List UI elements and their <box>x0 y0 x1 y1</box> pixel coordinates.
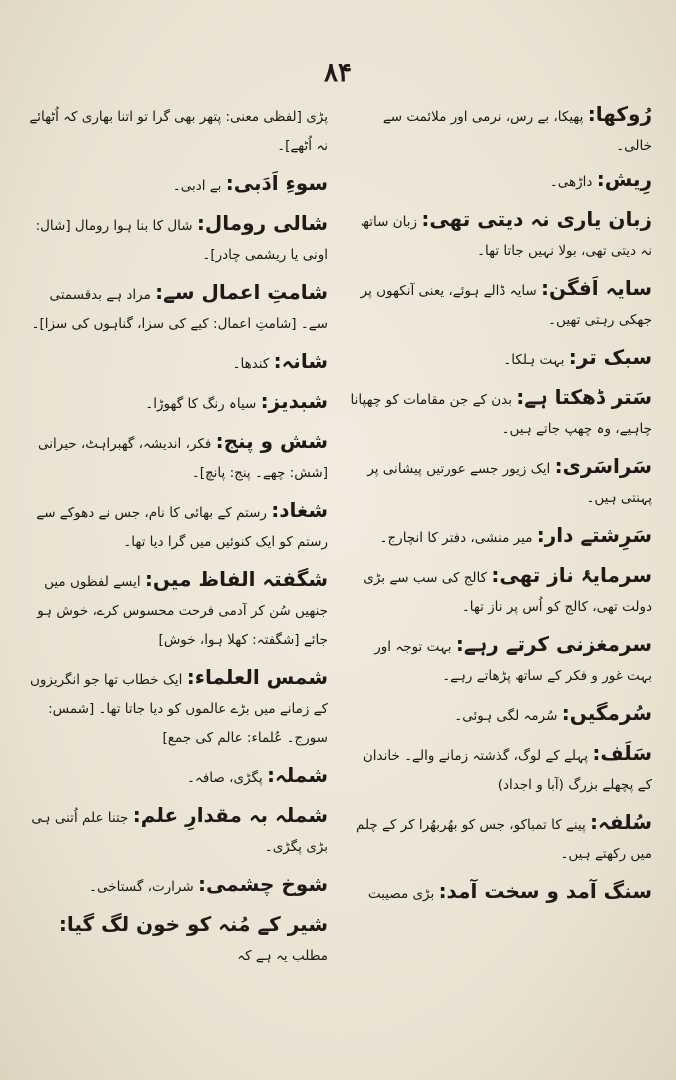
entry-definition: پگڑی، صافہ۔ <box>187 770 263 786</box>
entry-term: شمس العلماء: <box>186 665 328 689</box>
entry-term: سوءِ اَدَبی: <box>225 171 328 195</box>
entry-definition: زبان ساتھ نہ دیتی تھی، بولا نہیں جاتا تھا۔ <box>360 214 652 259</box>
entry-term: شملہ: <box>267 763 328 787</box>
entry <box>348 165 652 197</box>
entry-term: شانہ: <box>273 349 328 373</box>
entry-term: رُوکھا: <box>587 102 652 126</box>
entry-term: رِیش: <box>596 167 652 191</box>
entry <box>26 496 328 557</box>
entry-definition: کالج کی سب سے بڑی دولت تھی، کالج کو اُس پر ناز تھا۔ <box>363 570 652 615</box>
entry-term: شش و پنج: <box>215 429 328 453</box>
entry-definition: ایسے لفظوں میں جنھیں سُن کر آدمی فرحت محسوس کرے، خوش ہو جائے [شگفتہ: کھلا ہوا، خوش] <box>37 574 328 648</box>
right-column <box>348 100 652 917</box>
entry <box>348 205 652 266</box>
entry-definition: شرارت، گستاخی۔ <box>89 879 194 895</box>
entry-definition: جتنا علم اُتنی ہی بڑی پگڑی۔ <box>31 810 328 855</box>
entry-term: سَتر ڈھکتا ہے: <box>516 385 652 409</box>
entry-term: شیر کے مُنہ کو خون لگ گیا: <box>58 912 328 936</box>
entry-definition: پینے کا تمباکو، جس کو بھُربھُرا کر کے چلم میں رکھتے ہیں۔ <box>355 817 652 862</box>
entry <box>26 663 328 753</box>
entry <box>348 739 652 800</box>
entry-term: شملہ بہ مقدارِ علم: <box>132 803 328 827</box>
entry-definition: رستم کے بھائی کا نام، جس نے دھوکے سے رستم کو ایک کنوئیں میں گرا دیا تھا۔ <box>36 505 328 550</box>
entry-term: سَراسَری: <box>554 454 652 478</box>
entry-definition: بدن کے جن مقامات کو چھپانا چاہیے، وہ چھپ جاتے ہیں۔ <box>350 392 652 437</box>
left-column <box>26 100 328 979</box>
entry <box>348 877 652 909</box>
entry-term: شغاد: <box>271 498 328 522</box>
page-number: ۸۴ <box>324 58 352 88</box>
entry-definition: بہت ہلکا۔ <box>503 352 565 368</box>
entry <box>26 347 328 379</box>
entry <box>26 387 328 419</box>
entry <box>26 761 328 793</box>
entry-definition: سُرمہ لگی ہوئی۔ <box>454 708 558 724</box>
entry <box>26 870 328 902</box>
entry-term: سُرمگیں: <box>561 701 652 725</box>
entry-definition: ایک زیور جسے عورتیں پیشانی پر پہنتی ہیں۔ <box>367 461 652 506</box>
entry-term: سرمایۂ ناز تھی: <box>491 563 652 587</box>
entry-term: سبک تر: <box>568 345 652 369</box>
entry-definition: ایک خطاب تھا جو انگریزوں کے زمانے میں بڑے عالموں کو دیا جاتا تھا۔ [شمس: سورج۔ عُلماء: عالم کی جمع] <box>29 672 328 746</box>
entry <box>26 427 328 488</box>
entry <box>348 521 652 553</box>
entry <box>348 808 652 869</box>
entry-term: شبدیز: <box>260 389 328 413</box>
entry-definition: کندھا۔ <box>232 356 270 372</box>
entry-definition: میر منشی، دفتر کا انچارج۔ <box>379 530 533 546</box>
entry-definition: سایہ ڈالے ہوئے، یعنی آنکھوں پر جھکی رہتی تھیں۔ <box>360 283 652 328</box>
entry <box>348 274 652 335</box>
entry-definition: بے ادبی۔ <box>172 178 222 194</box>
entry-definition: پھیکا، بے رس، نرمی اور ملائمت سے خالی۔ <box>382 109 652 154</box>
entry-definition: شال کا بنا ہوا رومال [شال: اونی یا ریشمی چادر]۔ <box>35 218 328 263</box>
entry-definition: پہلے کے لوگ، گذشتہ زمانے والے۔ خاندان کے پچھلے بزرگ (آبا و اجداد) <box>362 748 652 793</box>
entry <box>26 278 328 339</box>
entry-term: سَلَف: <box>592 741 652 765</box>
entry-term: سَرِشتے دار: <box>536 523 652 547</box>
entry-term: شوخ چشمی: <box>198 872 328 896</box>
entry <box>348 561 652 622</box>
entry-term: سُلفہ: <box>590 810 652 834</box>
entry-term: سایہ اَفگن: <box>541 276 652 300</box>
entry-term: سنگ آمد و سخت آمد: <box>438 879 652 903</box>
entry-definition: داڑھی۔ <box>549 174 593 190</box>
entry <box>26 100 328 161</box>
entry-term: شالی رومال: <box>196 211 328 235</box>
entry-definition: بڑی مصیبت <box>367 886 435 902</box>
entry <box>26 169 328 201</box>
entry-term: زبان یاری نہ دیتی تھی: <box>421 207 652 231</box>
entry-definition: مراد ہے بدقسمتی سے۔ [شامتِ اعمال: کیے کی سزا، گناہوں کی سزا]۔ <box>31 287 328 332</box>
entry <box>26 801 328 862</box>
entry-term: شگفتہ الفاظ میں: <box>144 567 328 591</box>
entry <box>348 452 652 513</box>
entry-term: شامتِ اعمال سے: <box>155 280 328 304</box>
entry-term: سرمغزنی کرتے رہے: <box>455 632 652 656</box>
entry-definition: مطلب یہ ہے کہ <box>237 948 328 964</box>
entry <box>348 100 652 161</box>
entry <box>348 630 652 691</box>
entry-definition: پڑی [لفظی معنی: پتھر بھی گرا تو اتنا بھاری کہ اُٹھائے نہ اُٹھے]۔ <box>29 109 328 154</box>
entry <box>26 209 328 270</box>
entry <box>348 343 652 375</box>
entry-definition: سیاہ رنگ کا گھوڑا۔ <box>145 396 257 412</box>
entry <box>348 699 652 731</box>
entry <box>26 565 328 655</box>
entry <box>348 383 652 444</box>
entry <box>26 910 328 971</box>
entry-definition: فکر، اندیشہ، گھبراہٹ، حیرانی [شش: چھے۔ پنج: پانچ]۔ <box>37 436 328 481</box>
entry-definition: بہت توجہ اور بہت غور و فکر کے ساتھ پڑھاتے رہے۔ <box>374 639 652 684</box>
